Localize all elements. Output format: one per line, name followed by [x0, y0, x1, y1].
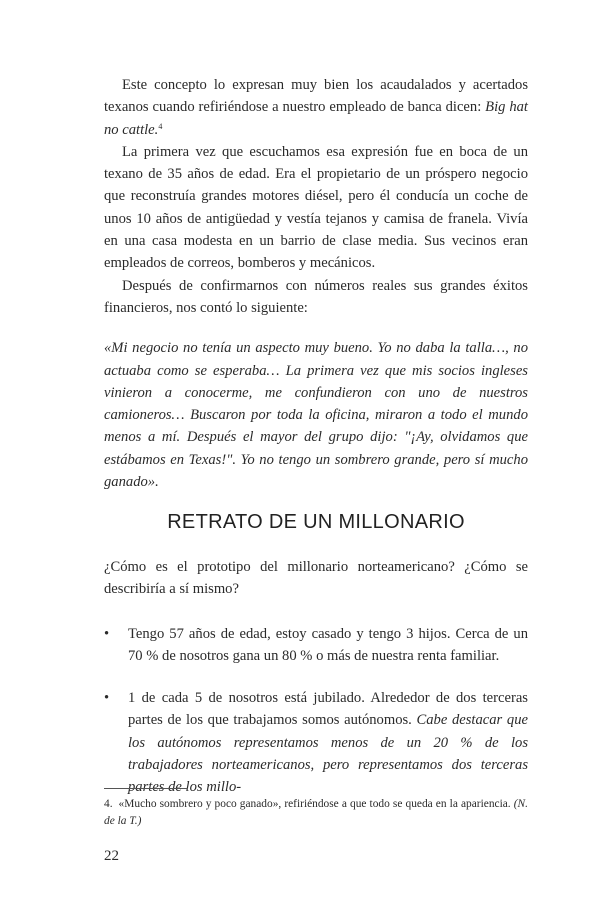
list-item-text: Tengo 57 años de edad, estoy casado y tengo 3 hijos. Cerca de un 70 % de nosotros gana un 80 % o más de nuestra renta familiar.	[128, 625, 528, 664]
footnote-note: (N. de la T.)	[104, 798, 528, 827]
paragraph-1	[104, 74, 528, 141]
list-item	[104, 687, 528, 798]
page-number: 22	[104, 848, 119, 864]
footnote	[104, 796, 528, 830]
footnote-reference: 4	[158, 121, 163, 131]
section-heading: RETRATO DE UN MILLONARIO	[167, 511, 465, 533]
footnote-number: 4.	[104, 798, 113, 810]
bullet-icon: •	[104, 690, 110, 707]
paragraph-2: La primera vez que escuchamos esa expresión fue en boca de un texano de 35 años de edad. Era el propietario de un próspero negocio que reconstruía grandes motores diésel, pero él conducía un coche de unos 10 años de antigüedad y vestía tejanos y camisa de franela. Vivía en una casa modesta en un barrio de clase media. Sus vecinos eran empleados de correos, bomberos y mecánicos.	[104, 143, 528, 272]
footnote-divider	[104, 788, 188, 789]
footnote-text: «Mucho sombrero y poco ganado», refiriéndose a que todo se queda en la apariencia.	[118, 798, 514, 810]
bullet-list	[104, 623, 528, 799]
paragraph-3: Después de confirmarnos con números reales sus grandes éxitos financieros, nos contó lo siguiente:	[104, 277, 528, 316]
block-quote: «Mi negocio no tenía un aspecto muy bueno. Yo no daba la talla…, no actuaba como se esperaba… La primera vez que mis socios ingleses vinieron a conocerme, me confundieron con uno de nuestros camioneros… Buscaron por toda la oficina, miraron a todo el mundo menos a mí. Después el mayor del grupo dijo: "¡Ay, olvidamos que estábamos en Texas!". Yo no tengo un sombrero grande, pero sí mucho ganado».	[104, 340, 528, 491]
section-intro: ¿Cómo es el prototipo del millonario norteamericano? ¿Cómo se describiría a sí mismo?	[104, 559, 528, 598]
section-body	[104, 556, 528, 819]
paragraph-1-text: Este concepto lo expresan muy bien los acaudalados y acertados texanos cuando refiriéndose a nuestro empleado de banca dicen:	[104, 77, 528, 116]
paragraph-1-italic-phrase: Big hat no cattle.	[104, 99, 528, 138]
list-item-text: 1 de cada 5 de nosotros está jubilado. Alrededor de dos terceras partes de los que trabajamos somos autónomos. Cabe destacar que los autónomos representamos menos de un 20 % de los trabajadores norteamericanos, pero representamos dos terceras partes de los millo-	[128, 690, 528, 796]
body-text	[104, 74, 528, 493]
list-item	[104, 623, 528, 668]
bullet-icon: •	[104, 625, 110, 642]
